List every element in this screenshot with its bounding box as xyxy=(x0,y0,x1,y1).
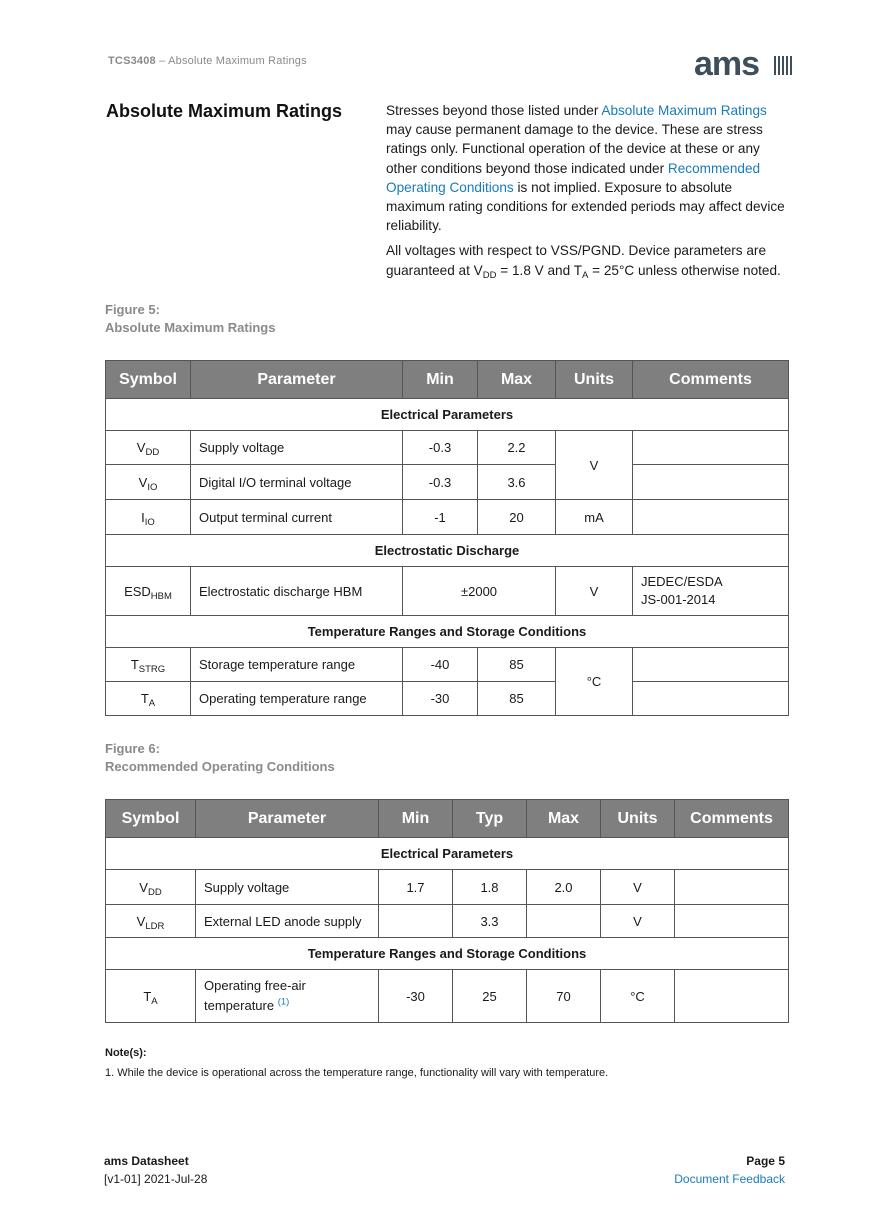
units-cell: mA xyxy=(556,500,633,535)
min-cell: -40 xyxy=(403,648,478,682)
units-cell: V xyxy=(556,431,633,500)
intro-paragraph-2: All voltages with respect to VSS/PGND. Device parameters are guaranteed at $V_{DD} = 1.8$ V and $T_A = 25^\circ C$ unless otherwise noted. xyxy=(386,243,781,281)
parameter-cell: Output terminal current xyxy=(191,500,403,535)
symbol-cell: $T_A$ xyxy=(106,682,191,716)
comments-cell xyxy=(633,465,789,500)
table-row xyxy=(106,682,789,716)
col-header: Comments xyxy=(633,361,789,399)
table-row xyxy=(106,567,789,616)
header-product: TCS3408 xyxy=(108,55,156,67)
symbol-cell: $V_{LDR}$ xyxy=(106,905,196,938)
group-row: Electrostatic Discharge xyxy=(106,535,789,567)
units-cell: V xyxy=(601,905,675,938)
max-cell xyxy=(527,905,601,938)
min-cell xyxy=(379,905,453,938)
symbol-cell: $V_{DD}$ xyxy=(106,431,191,465)
intro-paragraph-1: Stresses beyond those listed under Absolute Maximum Ratings may cause permanent damage to the device. These are stress ratings only. Functional operation of the device at these or any other conditions beyond those indicated under Recommended Operating Conditions is not implied. Exposure to absolute maximum rating conditions for extended periods may affect device reliability. xyxy=(386,103,785,234)
footer-version: [v1-01] 2021-Jul-28 xyxy=(104,1172,208,1186)
col-header: Typ xyxy=(453,800,527,838)
recommended-operating-conditions-table xyxy=(105,799,789,1023)
symbol-cell: $ESD_{HBM}$ xyxy=(106,567,191,616)
max-cell: 70 xyxy=(527,970,601,1023)
footer-doc-name: ams Datasheet xyxy=(104,1154,189,1168)
units-cell: °C xyxy=(556,648,633,716)
min-cell: -1 xyxy=(403,500,478,535)
typ-cell: 3.3 xyxy=(453,905,527,938)
table-row xyxy=(106,648,789,682)
symbol-cell: $T_{STRG}$ xyxy=(106,648,191,682)
col-header: Symbol xyxy=(106,361,191,399)
link-recommended-operating-conditions[interactable]: Recommended Operating Conditions xyxy=(386,160,761,195)
group-row: Electrical Parameters xyxy=(106,399,789,431)
col-header: Symbol xyxy=(106,800,196,838)
typ-cell: 1.8 xyxy=(453,870,527,905)
units-cell: °C xyxy=(601,970,675,1023)
min-cell: -0.3 xyxy=(403,431,478,465)
symbol-cell: $I_{IO}$ xyxy=(106,500,191,535)
footnote-ref-1[interactable]: (1) xyxy=(277,996,290,1008)
table-row xyxy=(106,465,789,500)
table-row xyxy=(106,870,789,905)
col-header: Parameter xyxy=(191,361,403,399)
parameter-cell: Supply voltage xyxy=(191,431,403,465)
parameter-cell: Supply voltage xyxy=(196,870,379,905)
min-cell: 1.7 xyxy=(379,870,453,905)
min-cell: -30 xyxy=(403,682,478,716)
table-row xyxy=(106,500,789,535)
group-row: Temperature Ranges and Storage Conditions xyxy=(106,938,789,970)
header-separator: – xyxy=(159,55,166,67)
group-row: Temperature Ranges and Storage Conditions xyxy=(106,616,789,648)
col-header: Min xyxy=(403,361,478,399)
parameter-cell: Operating temperature range xyxy=(191,682,403,716)
figure-5-label: Figure 5: xyxy=(105,302,160,317)
parameter-cell: Storage temperature range xyxy=(191,648,403,682)
header-section: Absolute Maximum Ratings xyxy=(168,55,307,67)
min-cell: -0.3 xyxy=(403,465,478,500)
table-row xyxy=(106,431,789,465)
col-header: Max xyxy=(527,800,601,838)
max-cell: 2.2 xyxy=(478,431,556,465)
comments-cell xyxy=(675,970,789,1023)
note-1: 1. While the device is operational across the temperature range, functionality will vary with temperature. xyxy=(105,1067,609,1079)
comments-cell xyxy=(633,682,789,716)
typ-cell: 25 xyxy=(453,970,527,1023)
figure-6-label: Figure 6: xyxy=(105,741,160,756)
figure-6-title: Recommended Operating Conditions xyxy=(105,759,335,774)
notes-heading: Note(s): xyxy=(105,1047,147,1059)
max-cell: 20 xyxy=(478,500,556,535)
col-header: Min xyxy=(379,800,453,838)
comments-cell xyxy=(633,648,789,682)
symbol-cell: $V_{DD}$ xyxy=(106,870,196,905)
comments-cell xyxy=(675,870,789,905)
figure-5-title: Absolute Maximum Ratings xyxy=(105,320,276,335)
ams-logo xyxy=(694,48,794,78)
absolute-maximum-ratings-table xyxy=(105,360,789,716)
running-header xyxy=(108,55,307,67)
max-cell: 85 xyxy=(478,682,556,716)
table-row xyxy=(106,905,789,938)
col-header: Comments xyxy=(675,800,789,838)
symbol-cell: $T_A$ xyxy=(106,970,196,1023)
table-header-row xyxy=(106,800,789,838)
comments-cell xyxy=(675,905,789,938)
document-feedback-link[interactable]: Document Feedback xyxy=(674,1172,785,1186)
col-header: Max xyxy=(478,361,556,399)
units-cell: V xyxy=(601,870,675,905)
footer-right xyxy=(674,1152,785,1188)
section-title: Absolute Maximum Ratings xyxy=(106,101,343,121)
comments-cell xyxy=(633,500,789,535)
footer-left xyxy=(104,1152,207,1188)
figure-5-caption xyxy=(105,301,275,337)
min-cell: -30 xyxy=(379,970,453,1023)
table-row xyxy=(106,970,789,1023)
max-cell: 2.0 xyxy=(527,870,601,905)
comments-cell: JEDEC/ESDA JS-001-2014 xyxy=(633,567,789,616)
min-max-cell: ±2000 xyxy=(403,567,556,616)
units-cell: V xyxy=(556,567,633,616)
group-row: Electrical Parameters xyxy=(106,838,789,870)
symbol-cell: $V_{IO}$ xyxy=(106,465,191,500)
comments-cell xyxy=(633,431,789,465)
max-cell: 3.6 xyxy=(478,465,556,500)
parameter-cell: Operating free-air temperature $^{(1)}$ xyxy=(196,970,379,1023)
parameter-cell: External LED anode supply xyxy=(196,905,379,938)
col-header: Units xyxy=(601,800,675,838)
parameter-cell: Electrostatic discharge HBM xyxy=(191,567,403,616)
table-header-row xyxy=(106,361,789,399)
intro-text xyxy=(386,101,791,286)
parameter-cell: Digital I/O terminal voltage xyxy=(191,465,403,500)
col-header: Parameter xyxy=(196,800,379,838)
link-absolute-maximum-ratings[interactable]: Absolute Maximum Ratings xyxy=(601,103,767,118)
logo-text: ams xyxy=(694,48,760,78)
figure-6-caption xyxy=(105,740,335,776)
col-header: Units xyxy=(556,361,633,399)
max-cell: 85 xyxy=(478,648,556,682)
footer-page-number: Page 5 xyxy=(746,1154,785,1168)
